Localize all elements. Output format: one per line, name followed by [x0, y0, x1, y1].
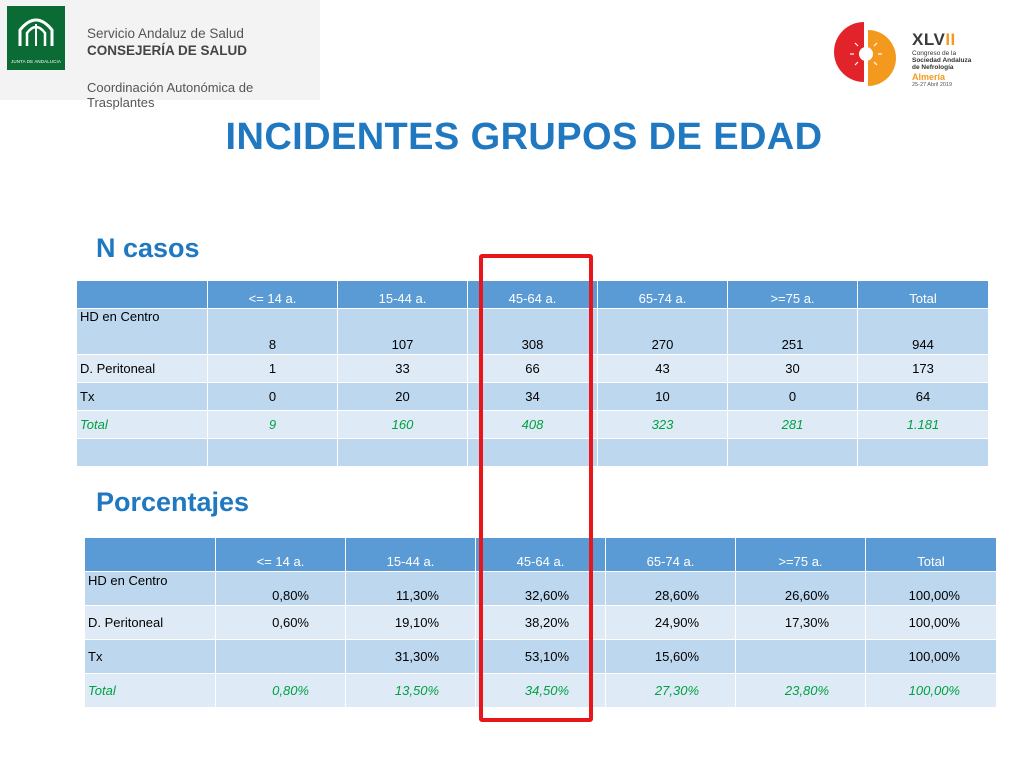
column-header: Total [858, 281, 989, 309]
table-row [77, 383, 989, 411]
column-header: <= 14 a. [208, 281, 338, 309]
table-cell: 100,00% [866, 674, 997, 708]
table-cell: 38,20% [476, 606, 606, 640]
table-cell [208, 439, 338, 467]
column-header: 15-44 a. [338, 281, 468, 309]
table-cell: 308 [468, 309, 598, 355]
table-cell: 0,80% [216, 674, 346, 708]
table-cell: 9 [208, 411, 338, 439]
table-cell: 1 [208, 355, 338, 383]
table-cell: 30 [728, 355, 858, 383]
table-row [85, 572, 997, 606]
table-cell [338, 439, 468, 467]
row-label: Total [77, 411, 208, 439]
table-cell: 100,00% [866, 606, 997, 640]
table-row [85, 606, 997, 640]
table-cell: 10 [598, 383, 728, 411]
table-cell: 53,10% [476, 640, 606, 674]
congress-line3: de Nefrología [912, 64, 954, 71]
table-cell: 408 [468, 411, 598, 439]
table-row [85, 640, 997, 674]
table-cell: 34,50% [476, 674, 606, 708]
column-header: 65-74 a. [606, 538, 736, 572]
table-cell [736, 640, 866, 674]
table-cell: 100,00% [866, 640, 997, 674]
congress-date: 25-27 Abril 2019 [912, 82, 953, 88]
table-cell: 33 [338, 355, 468, 383]
emblem-text: JUNTA DE ANDALUCIA [11, 59, 61, 64]
table-row-empty [77, 439, 989, 467]
congress-city: Almería [912, 72, 946, 82]
table-cell: 24,90% [606, 606, 736, 640]
junta-andalucia-emblem [7, 6, 65, 70]
row-label: D. Peritoneal [85, 606, 216, 640]
table-cell: 23,80% [736, 674, 866, 708]
table-cell: 34 [468, 383, 598, 411]
table-cell: 19,10% [346, 606, 476, 640]
table-cell [728, 439, 858, 467]
table-row [77, 355, 989, 383]
row-label: Tx [77, 383, 208, 411]
table-cell: 26,60% [736, 572, 866, 606]
table-cell: 944 [858, 309, 989, 355]
table-cell: 13,50% [346, 674, 476, 708]
page-title: INCIDENTES GRUPOS DE EDAD [225, 116, 823, 158]
table-cell: 64 [858, 383, 989, 411]
table-header-row [85, 538, 997, 572]
table-cell: 66 [468, 355, 598, 383]
congress-logo [822, 16, 1002, 96]
table-cell: 0,80% [216, 572, 346, 606]
congress-line1: Congreso de la [912, 50, 957, 57]
table-cell: 8 [208, 309, 338, 355]
column-header: >=75 a. [736, 538, 866, 572]
congress-line2: Sociedad Andaluza [912, 57, 972, 64]
row-label: HD en Centro [77, 309, 208, 355]
table-cell: 0 [208, 383, 338, 411]
row-label: D. Peritoneal [77, 355, 208, 383]
table-cell: 20 [338, 383, 468, 411]
column-header: 45-64 a. [468, 281, 598, 309]
org-name-line1: Servicio Andaluz de Salud [87, 26, 244, 41]
table-cell: 28,60% [606, 572, 736, 606]
table-cell: 0 [728, 383, 858, 411]
org-name-line3: Coordinación Autonómica de Trasplantes [87, 80, 254, 110]
table-row [77, 309, 989, 355]
column-header: 15-44 a. [346, 538, 476, 572]
column-header: 45-64 a. [476, 538, 606, 572]
org-name-line2: CONSEJERÍA DE SALUD [87, 43, 248, 58]
table-total-row [77, 411, 989, 439]
table-cell: 43 [598, 355, 728, 383]
table-total-row [85, 674, 997, 708]
table-cell: 173 [858, 355, 989, 383]
section-title-percentages: Porcentajes [96, 487, 250, 517]
table-cell: 17,30% [736, 606, 866, 640]
table-cell: 107 [338, 309, 468, 355]
table-header-row [77, 281, 989, 309]
row-label: HD en Centro [85, 572, 216, 606]
column-header: <= 14 a. [216, 538, 346, 572]
table-cell: 15,60% [606, 640, 736, 674]
table-cell: 1.181 [858, 411, 989, 439]
table-cell [77, 439, 208, 467]
table-cell: 27,30% [606, 674, 736, 708]
column-header [85, 538, 216, 572]
congress-edition: XLVII [912, 30, 956, 49]
column-header [77, 281, 208, 309]
table-cell [468, 439, 598, 467]
table-cell: 31,30% [346, 640, 476, 674]
table-cell: 281 [728, 411, 858, 439]
table-cell: 11,30% [346, 572, 476, 606]
table-cell: 100,00% [866, 572, 997, 606]
percentages-table [84, 537, 997, 708]
table-cell: 32,60% [476, 572, 606, 606]
table-cell: 160 [338, 411, 468, 439]
table-cell: 251 [728, 309, 858, 355]
row-label: Total [85, 674, 216, 708]
counts-table [76, 280, 989, 467]
arch-emblem-icon [16, 12, 56, 50]
table-cell [216, 640, 346, 674]
column-header: >=75 a. [728, 281, 858, 309]
table-cell: 323 [598, 411, 728, 439]
row-label: Tx [85, 640, 216, 674]
column-header: 65-74 a. [598, 281, 728, 309]
table-cell: 270 [598, 309, 728, 355]
table-cell: 0,60% [216, 606, 346, 640]
section-title-counts: N casos [96, 233, 200, 263]
table-cell [858, 439, 989, 467]
column-header: Total [866, 538, 997, 572]
header-logo-block [0, 0, 320, 110]
congress-emblem-icon [822, 16, 912, 96]
table-cell [598, 439, 728, 467]
